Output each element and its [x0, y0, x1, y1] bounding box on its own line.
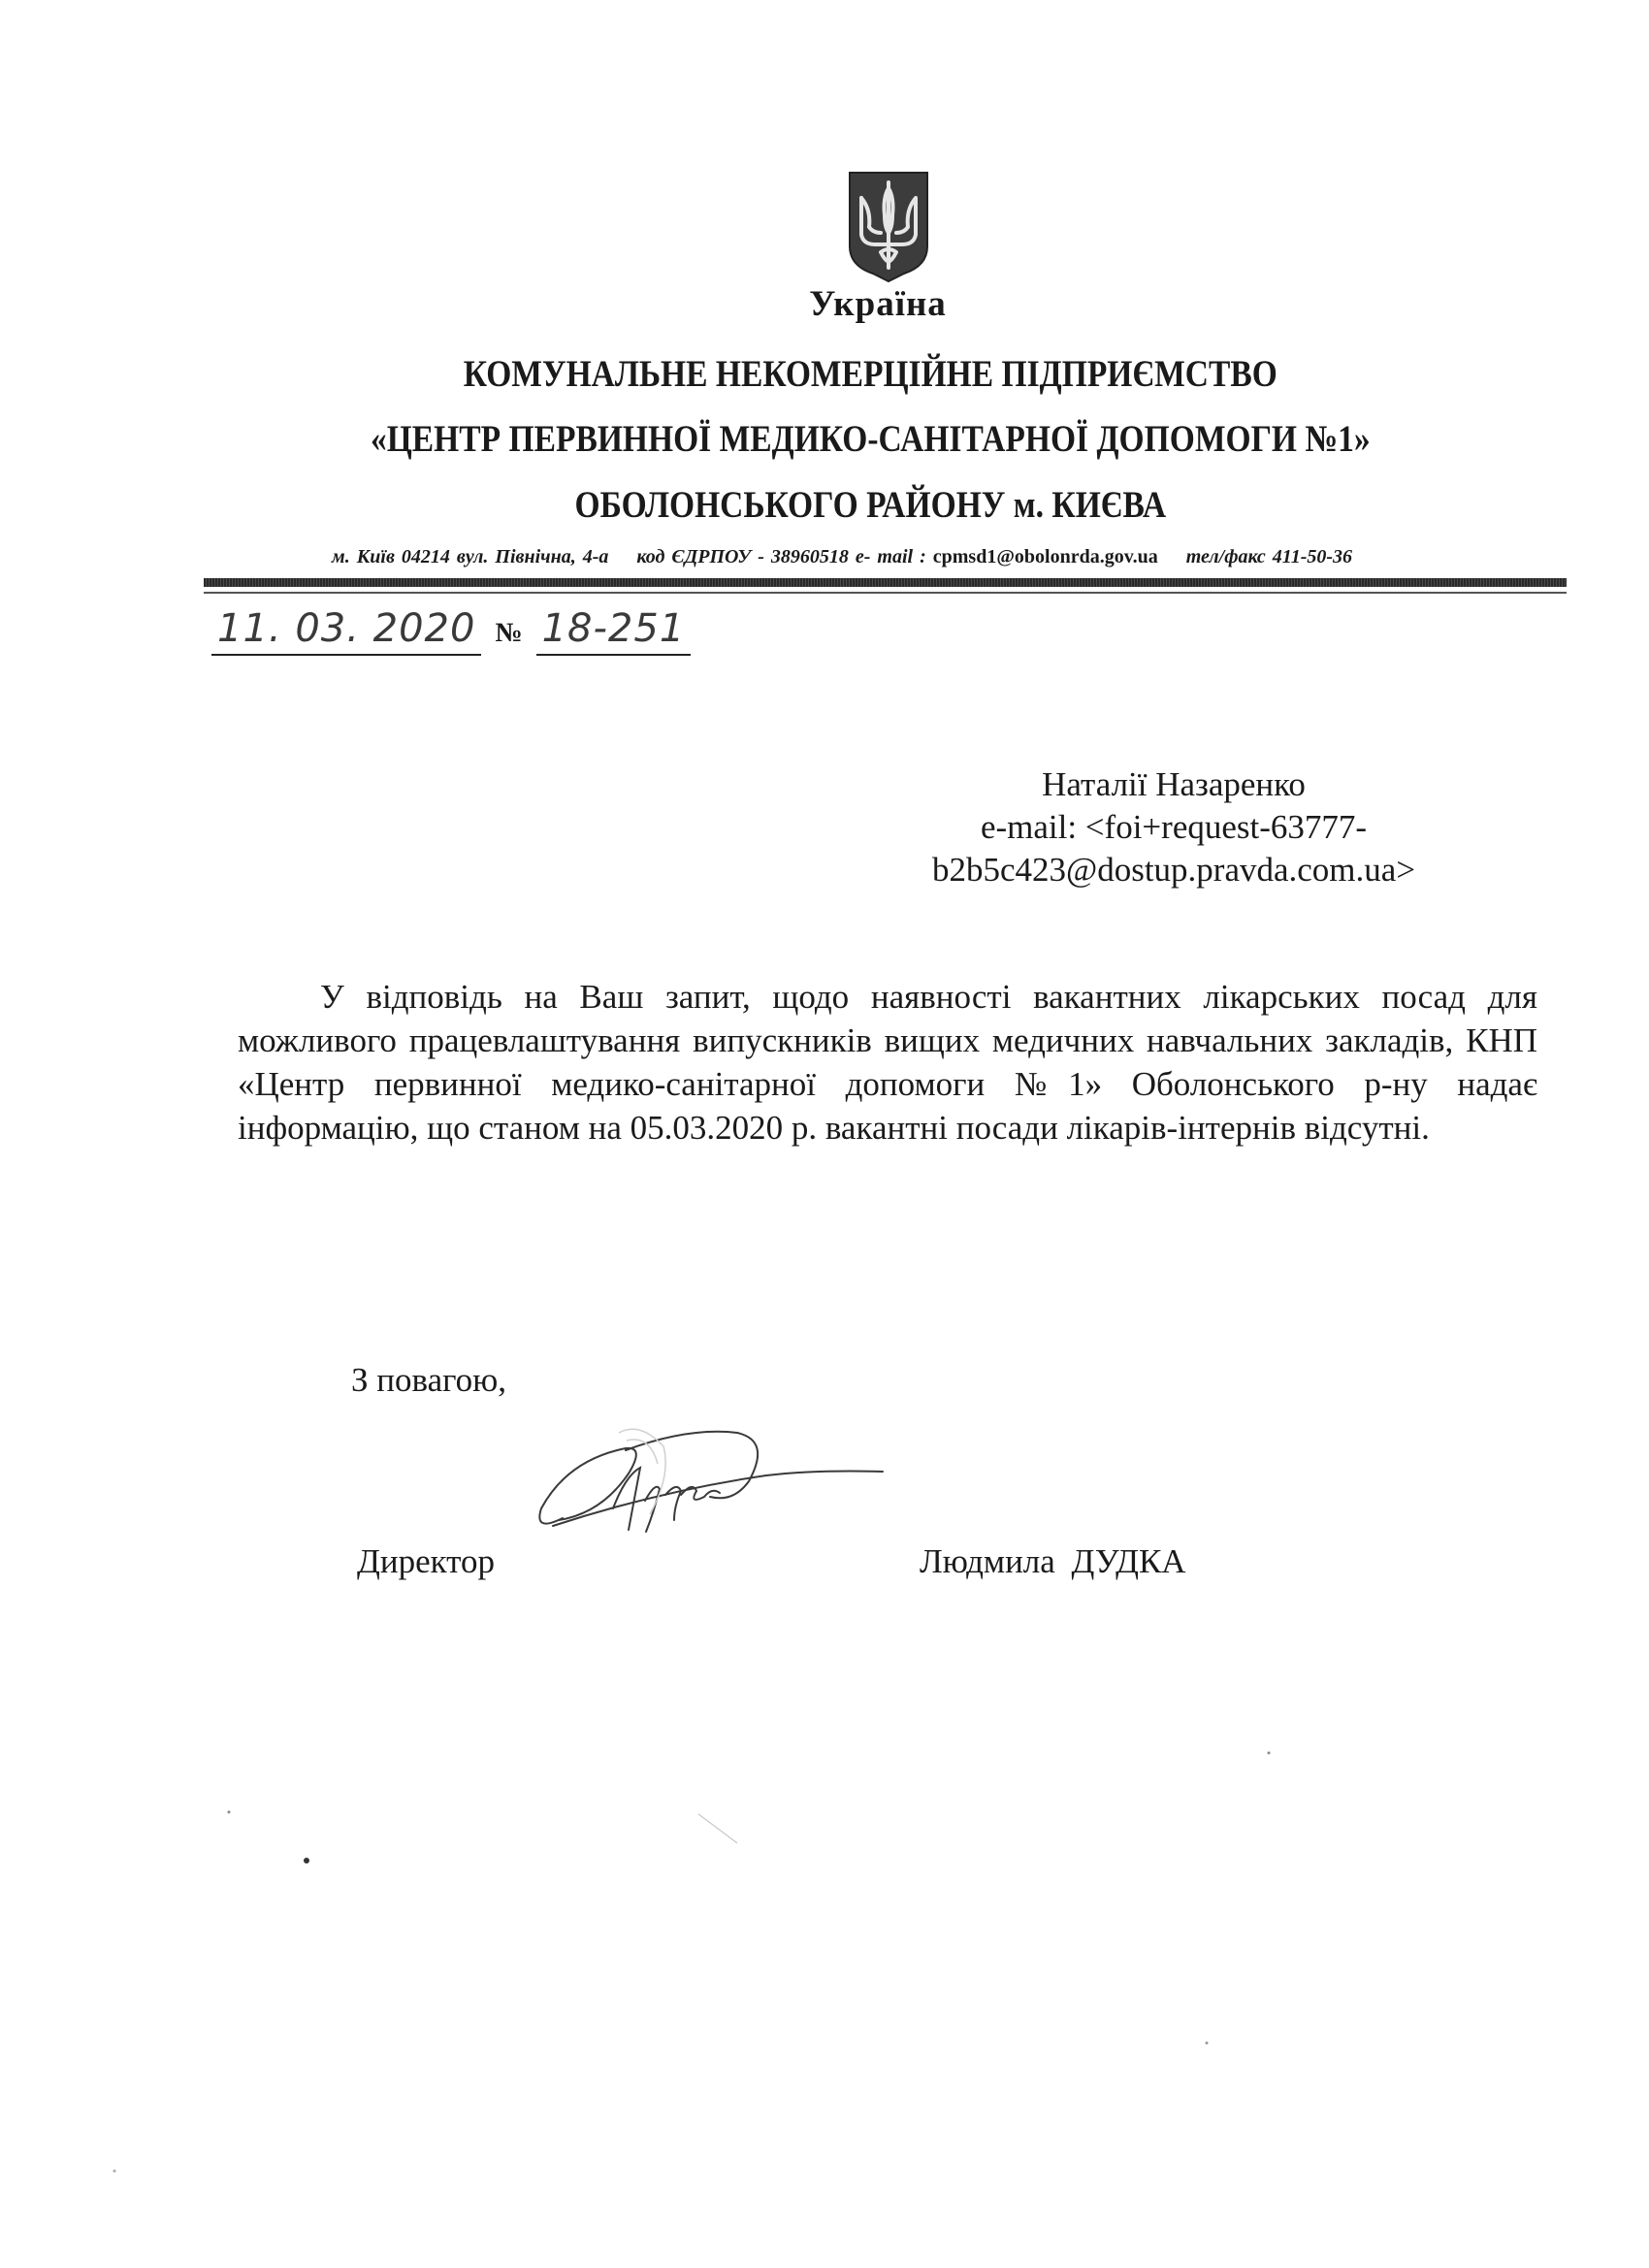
letterhead-divider-thin	[204, 592, 1567, 594]
body-paragraph: У відповідь на Ваш запит, щодо наявності вакантних лікарських посад для можливого працевлаштування випускників вищих медичних навчальних закладів, КНП «Центр первинної медико-санітарної допомоги №1» Оболонського р-ну надає інформацію, що станом на 05.03.2020 р. вакантні посади лікарів-інтернів відсутні.	[238, 978, 1537, 1147]
closing-regards: З повагою,	[351, 1361, 506, 1399]
addressee-email-line-2[interactable]: b2b5c423@dostup.pravda.com.ua>	[931, 851, 1416, 889]
handwritten-number: 18-251	[536, 605, 692, 656]
number-label: №	[495, 618, 523, 648]
signer-name: Людмила ДУДКА	[920, 1542, 1186, 1580]
org-name-line-1: КОМУНАЛЬНЕ НЕКОМЕРЦІЙНЕ ПІДПРИЄМСТВО	[463, 353, 1277, 395]
org-phone: тел/факс 411-50-36	[1185, 546, 1353, 567]
registration-line	[211, 605, 691, 656]
addressee-block	[873, 763, 1474, 891]
addressee-name: Наталії Назаренко	[1042, 765, 1306, 803]
coat-of-arms-icon	[846, 169, 931, 285]
org-address: м. Київ 04214 вул. Північна, 4-а	[332, 546, 609, 567]
org-email-link[interactable]: cpmsd1@obolonrda.gov.ua	[932, 546, 1158, 567]
org-edrpou: код ЄДРПОУ - 38960518	[636, 546, 849, 567]
signature-icon	[524, 1411, 902, 1538]
letterhead-contacts	[332, 546, 1352, 568]
letterhead-divider-thick	[204, 578, 1567, 587]
handwritten-date: 11. 03. 2020	[211, 605, 481, 656]
org-name-line-3: ОБОЛОНСЬКОГО РАЙОНУ м. КИЄВА	[574, 484, 1167, 526]
letter-body	[238, 975, 1537, 1150]
country-name: Україна	[809, 284, 947, 324]
signer-position: Директор	[357, 1542, 496, 1580]
addressee-email-line-1[interactable]: e-mail: <foi+request-63777-	[980, 808, 1368, 846]
org-name-line-2: «ЦЕНТР ПЕРВИННОЇ МЕДИКО-САНІТАРНОЇ ДОПОМОГИ №1»	[370, 418, 1371, 460]
email-label: e- mail :	[855, 546, 926, 567]
